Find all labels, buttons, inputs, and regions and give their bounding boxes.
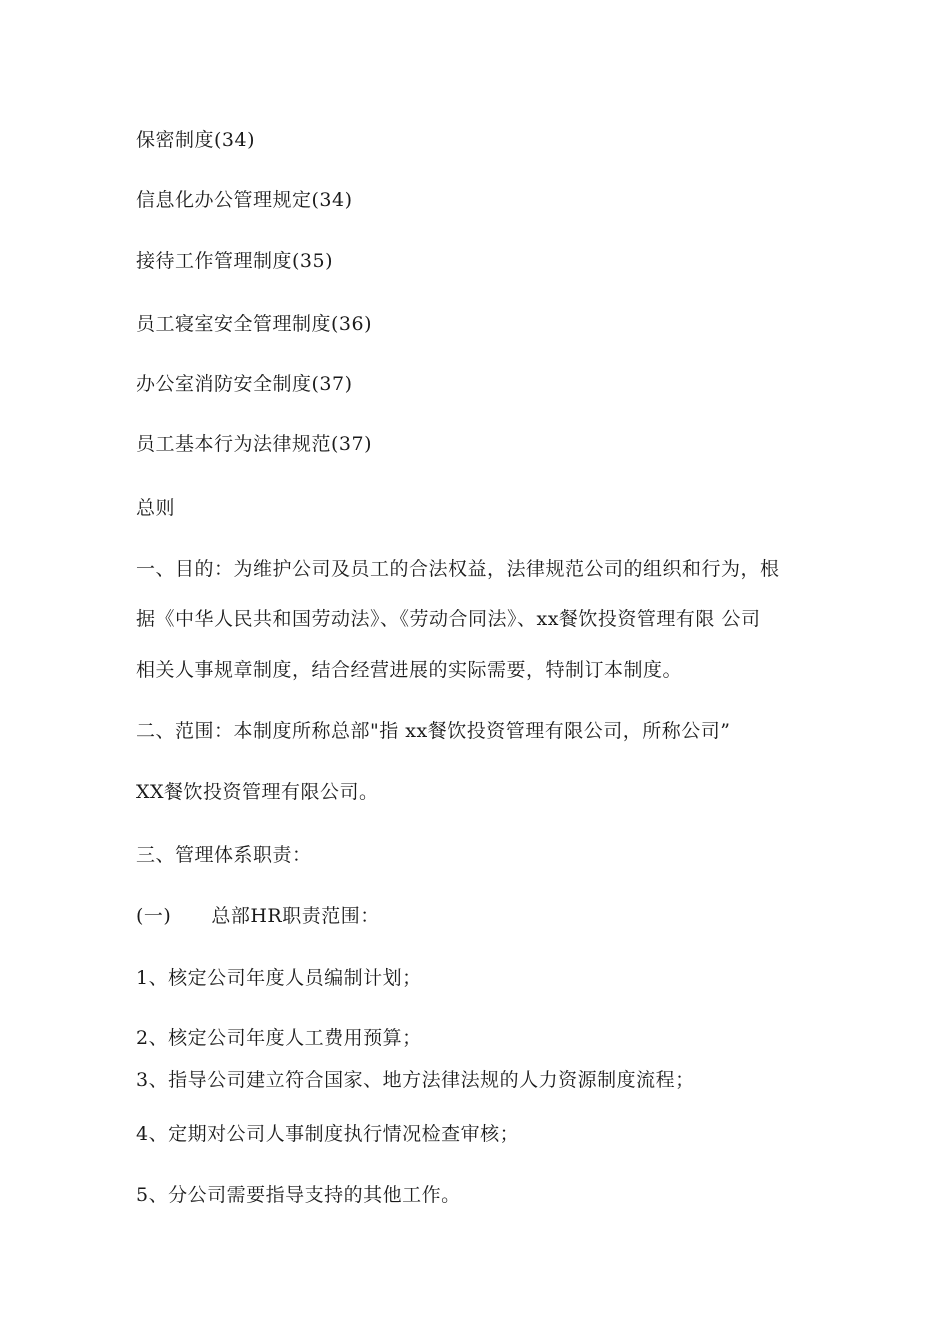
list-item: 1、核定公司年度人员编制计划； — [136, 967, 422, 989]
toc-item-fire-safety: 办公室消防安全制度(37) — [136, 373, 353, 395]
list-item: 3、指导公司建立符合国家、地方法律法规的人力资源制度流程； — [136, 1069, 695, 1091]
toc-item-conduct: 员工基本行为法律规范(37) — [136, 433, 373, 455]
toc-item-dormitory-safety: 员工寝室安全管理制度(36) — [136, 313, 373, 335]
scope-line-2: XX餐饮投资管理有限公司。 — [136, 781, 379, 803]
subsection-title: 总部HR职责范围： — [211, 905, 380, 927]
toc-item-reception: 接待工作管理制度(35) — [136, 250, 334, 272]
toc-item-office-it: 信息化办公管理规定(34) — [136, 189, 353, 211]
toc-item-confidentiality: 保密制度(34) — [136, 129, 256, 151]
subsection-label: (一) — [136, 905, 172, 927]
scope-line-1: 二、范围：本制度所称总部"指 xx餐饮投资管理有限公司，所称公司” — [136, 720, 731, 742]
purpose-line-3: 相关人事规章制度，结合经营进展的实际需要，特制订本制度。 — [136, 659, 683, 681]
list-item: 2、核定公司年度人工费用预算； — [136, 1027, 422, 1049]
list-item: 4、定期对公司人事制度执行情况检查审核； — [136, 1123, 520, 1145]
subsection-heading — [136, 904, 380, 928]
purpose-line-1: 一、目的：为维护公司及员工的合法权益，法律规范公司的组织和行为，根 — [136, 558, 780, 580]
list-item: 5、分公司需要指导支持的其他工作。 — [136, 1184, 461, 1206]
purpose-line-2: 据《中华人民共和国劳动法》、《劳动合同法》、xx餐饮投资管理有限 公司 — [136, 608, 761, 630]
responsibilities-title: 三、管理体系职责： — [136, 844, 312, 866]
section-heading: 总则 — [136, 497, 176, 519]
